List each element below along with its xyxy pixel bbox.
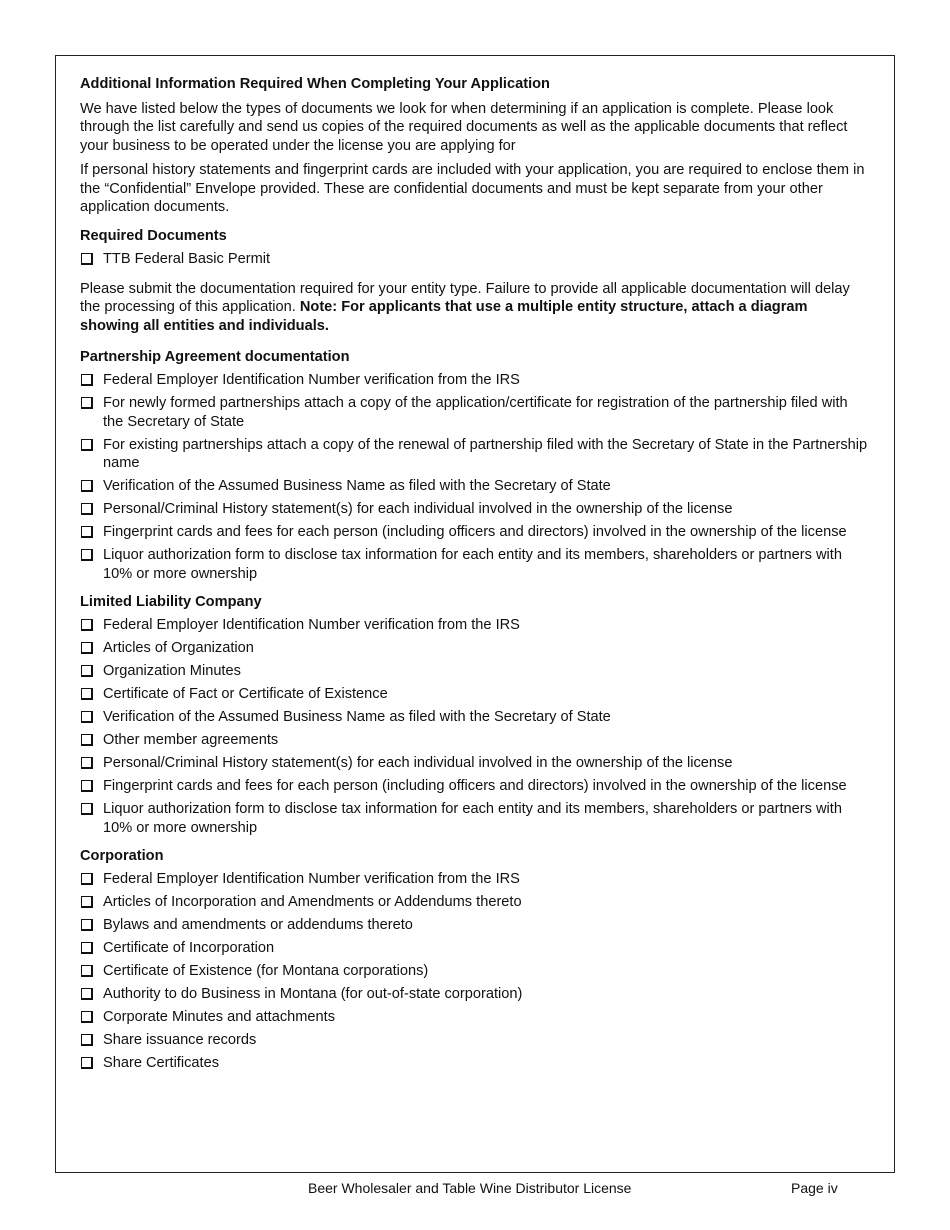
checklist-item: TTB Federal Basic Permit	[80, 250, 870, 269]
checklist-item: Liquor authorization form to disclose tax information for each entity and its members, shareholders or partners with 10% or more ownership	[80, 800, 870, 837]
checklist-item: Fingerprint cards and fees for each person (including officers and directors) involved in the ownership of the license	[80, 777, 870, 796]
checklist-item: Federal Employer Identification Number verification from the IRS	[80, 616, 870, 635]
checklist-item: Articles of Incorporation and Amendments or Addendums thereto	[80, 893, 870, 912]
corporation-heading: Corporation	[80, 848, 164, 864]
instructions-paragraph	[80, 280, 870, 336]
checklist-item: Articles of Organization	[80, 639, 870, 658]
checklist-item: Share Certificates	[80, 1054, 870, 1073]
checklist-item: Authority to do Business in Montana (for out-of-state corporation)	[80, 985, 870, 1004]
partnership-heading: Partnership Agreement documentation	[80, 349, 350, 365]
instructions-text: Please submit the documentation required for your entity type. Failure to provide all applicable documentation will delay the processing of this application.	[80, 280, 850, 315]
checklist-item: Certificate of Existence (for Montana corporations)	[80, 962, 870, 981]
checklist-item: Verification of the Assumed Business Name as filed with the Secretary of State	[80, 708, 870, 727]
checklist-item: Personal/Criminal History statement(s) for each individual involved in the ownership of the license	[80, 500, 870, 519]
llc-heading: Limited Liability Company	[80, 594, 262, 610]
main-heading: Additional Information Required When Completing Your Application	[80, 76, 550, 92]
checklist-item: Other member agreements	[80, 731, 870, 750]
checklist-item: Certificate of Fact or Certificate of Existence	[80, 685, 870, 704]
checklist-item: Organization Minutes	[80, 662, 870, 681]
required-list	[80, 250, 870, 269]
checklist-item: Federal Employer Identification Number verification from the IRS	[80, 870, 870, 889]
llc-list	[80, 616, 870, 837]
checklist-item: Liquor authorization form to disclose tax information for each entity and its members, shareholders or partners with 10% or more ownership	[80, 546, 870, 583]
checklist-item: Bylaws and amendments or addendums thereto	[80, 916, 870, 935]
checklist-item: Federal Employer Identification Number verification from the IRS	[80, 371, 870, 390]
partnership-list	[80, 371, 870, 583]
confidential-paragraph: If personal history statements and fingerprint cards are included with your application, you are required to enclose them in the “Confidential” Envelope provided. These are confidential documents and must be kept separate from your other application documents.	[80, 162, 865, 215]
corporation-list	[80, 870, 870, 1073]
intro-paragraph: We have listed below the types of documents we look for when determining if an application is complete. Please look through the list carefully and send us copies of the required documents as well as the applicable documents that reflect your business to be operated under the license you are applying for	[80, 100, 848, 154]
required-heading: Required Documents	[80, 227, 227, 244]
checklist-item: Certificate of Incorporation	[80, 939, 870, 958]
checklist-item: Corporate Minutes and attachments	[80, 1008, 870, 1027]
document-content	[80, 75, 870, 1073]
checklist-item: For newly formed partnerships attach a copy of the application/certificate for registration of the partnership filed with the Secretary of State	[80, 394, 870, 431]
checklist-item: Fingerprint cards and fees for each person (including officers and directors) involved in the ownership of the license	[80, 523, 870, 542]
checklist-item: For existing partnerships attach a copy of the renewal of partnership filed with the Secretary of State in the Partnership name	[80, 436, 870, 473]
checklist-item: Share issuance records	[80, 1031, 870, 1050]
checklist-item: Personal/Criminal History statement(s) for each individual involved in the ownership of the license	[80, 754, 870, 773]
multiple-entity-note: Note: For applicants that use a multiple entity structure, attach a diagram showing all entities and individuals.	[80, 299, 808, 334]
footer-title: Beer Wholesaler and Table Wine Distributor License	[308, 1180, 632, 1196]
page-number: Page iv	[791, 1180, 838, 1196]
checklist-item: Verification of the Assumed Business Name as filed with the Secretary of State	[80, 477, 870, 496]
